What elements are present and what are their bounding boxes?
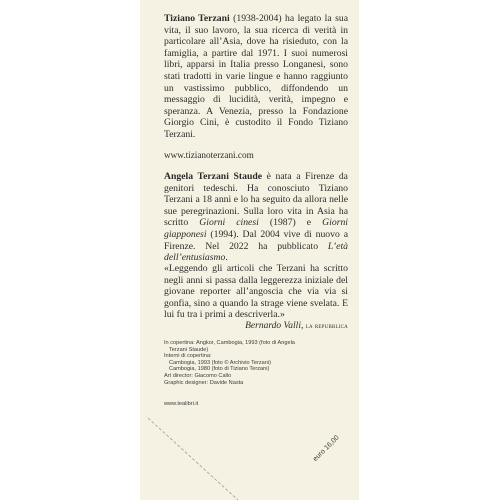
quote-source: la repubblica [305, 321, 348, 330]
credit-line: In copertina: Angkor, Cambogia, 1993 (foto di Angela [164, 340, 295, 346]
angela-bio-text-1: è nata a Firenze da genitori tedeschi. Ha conosciuto Tiziano Terzani a 18 anni e lo ha seguito da allora nelle sue peregrinazioni. Sulla loro vita in Asia ha scritto [164, 171, 348, 229]
credit-line: Terzani Staude) [169, 346, 209, 353]
credit-line: Graphic designer: Davide Nasta [164, 379, 244, 386]
credit-line: Art director: Giacomo Callo [164, 372, 232, 379]
author-website: www.tizianoterzani.com [164, 150, 254, 160]
quote-author: Bernardo Valli [245, 321, 301, 331]
tiziano-bio-text: (1938-2004) ha legato la sua vita, il suo lavoro, la sua ricerca di verità in particolare all’Asia, dove ha risieduto, con la famiglia, a partire dal 1971. I suoi numerosi libri, apparsi in Italia presso Longanesi, sono stati tradotti in varie lingue e hanno raggiunto un vastissimo pubblico, diffondendo un messaggio di lucidità, verità, impegno e speranza. A Venezia, presso la Fondazione Giorgio Cini, è custodito il Fondo Tiziano Terzani. [164, 13, 348, 140]
credit-line: Cambogia, 1980 (foto di Tiziano Terzani) [169, 366, 270, 373]
price-cut-line [140, 0, 359, 500]
angela-bio-text-2: (1987) e [258, 217, 323, 229]
quote-attribution: Bernardo Valli, la repubblica [245, 321, 348, 331]
angela-name: Angela Terzani Staude [164, 171, 263, 182]
angela-bio-text-4: . [225, 252, 228, 264]
angela-book-3: L’età dell’entusiasmo [164, 240, 348, 264]
book-flap [140, 0, 359, 500]
credit-line: Interni di copertina: [164, 353, 212, 360]
tiziano-name: Tiziano Terzani [164, 13, 230, 24]
price-label: euro 16,00 [312, 434, 341, 463]
angela-book-2: Giorni giapponesi [164, 217, 348, 240]
publisher-website: www.tealibri.it [164, 401, 199, 407]
credit-line: Cambogia, 1993 (foto © Archivio Terzani) [169, 359, 271, 366]
angela-book-1: Giorni cinesi [199, 217, 259, 229]
angela-bio-text-3: (1994). Dal 2004 vive di nuovo a Firenze. Nel 2022 ha pubblicato [164, 228, 348, 252]
review-quote: «Leggendo gli articoli che Terzani ha scritto negli anni si passa dalla leggerezza iniziale del giovane reporter all’angoscia che via via si gonfia, sino a quando la strage viene svelata. E lui fu tra i primi a descriverla.» [164, 263, 348, 321]
